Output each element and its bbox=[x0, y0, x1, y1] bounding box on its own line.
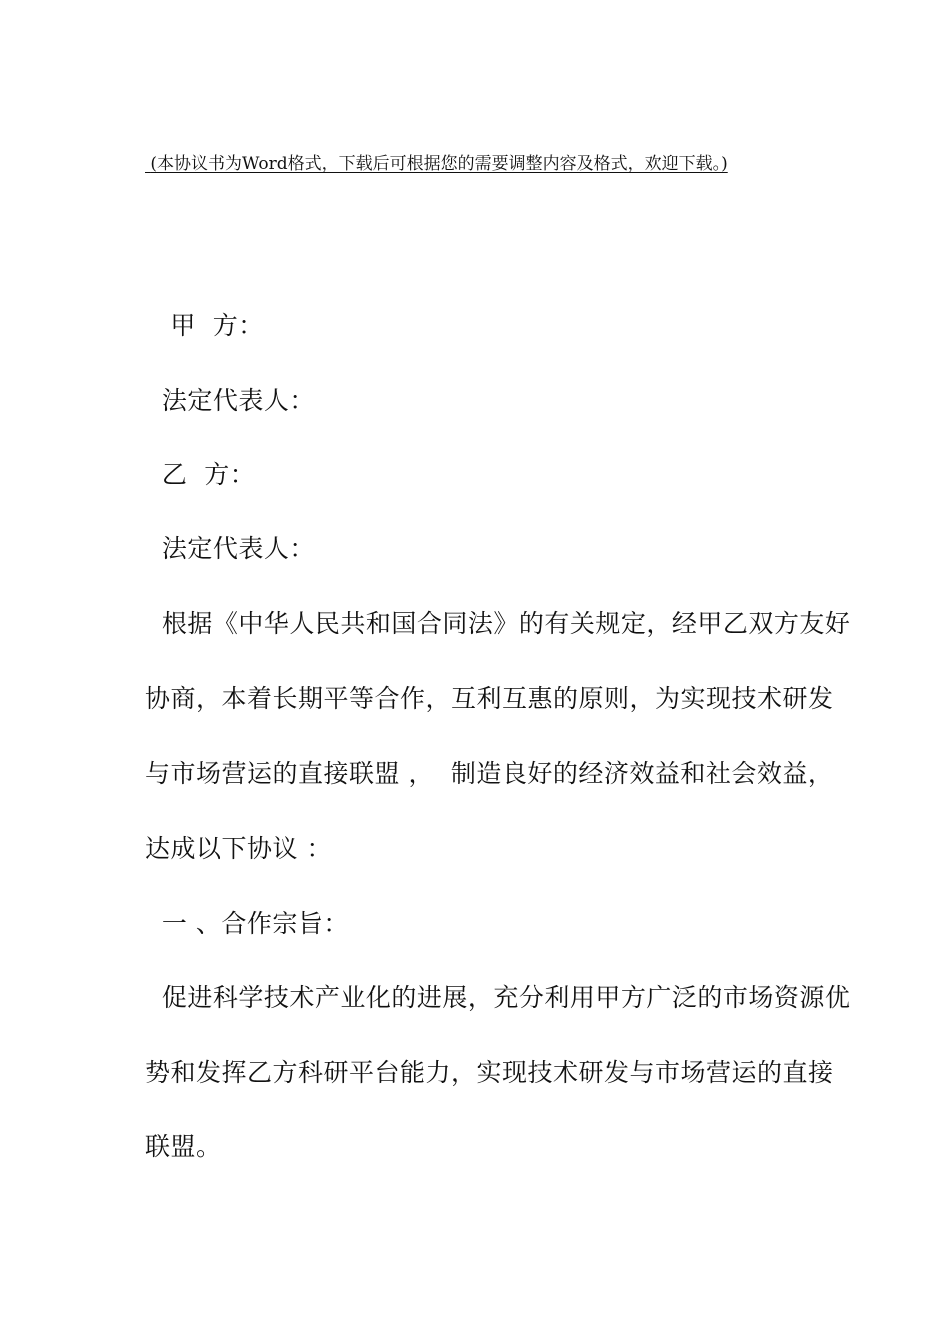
party-b-label: 乙 方： bbox=[145, 460, 256, 489]
preamble-line-1: 根据《中华人民共和国合同法》的有关规定，经甲乙双方友好 bbox=[145, 609, 851, 638]
preamble-line-2: 协商，本着长期平等合作，互利互惠的原则，为实现技术研发 bbox=[145, 684, 834, 713]
party-b-representative-label: 法定代表人： bbox=[145, 534, 315, 563]
preamble-line-3: 与市场营运的直接联盟 ， 制造良好的经济效益和社会效益， bbox=[145, 759, 834, 788]
purpose-line-3: 联盟。 bbox=[145, 1132, 222, 1161]
purpose-line-2: 势和发挥乙方科研平台能力，实现技术研发与市场营运的直接 bbox=[145, 1058, 834, 1087]
party-a-representative-label: 法定代表人： bbox=[145, 386, 315, 415]
party-a-label: 甲 方： bbox=[145, 311, 264, 340]
purpose-line-1: 促进科学技术产业化的进展，充分利用甲方广泛的市场资源优 bbox=[145, 983, 851, 1012]
preamble-line-4: 达成以下协议 ： bbox=[145, 834, 332, 863]
format-note: (本协议书为Word格式，下载后可根据您的需要调整内容及格式，欢迎下载。) bbox=[145, 154, 728, 174]
section-heading-purpose: 一 、合作宗旨： bbox=[145, 909, 349, 938]
